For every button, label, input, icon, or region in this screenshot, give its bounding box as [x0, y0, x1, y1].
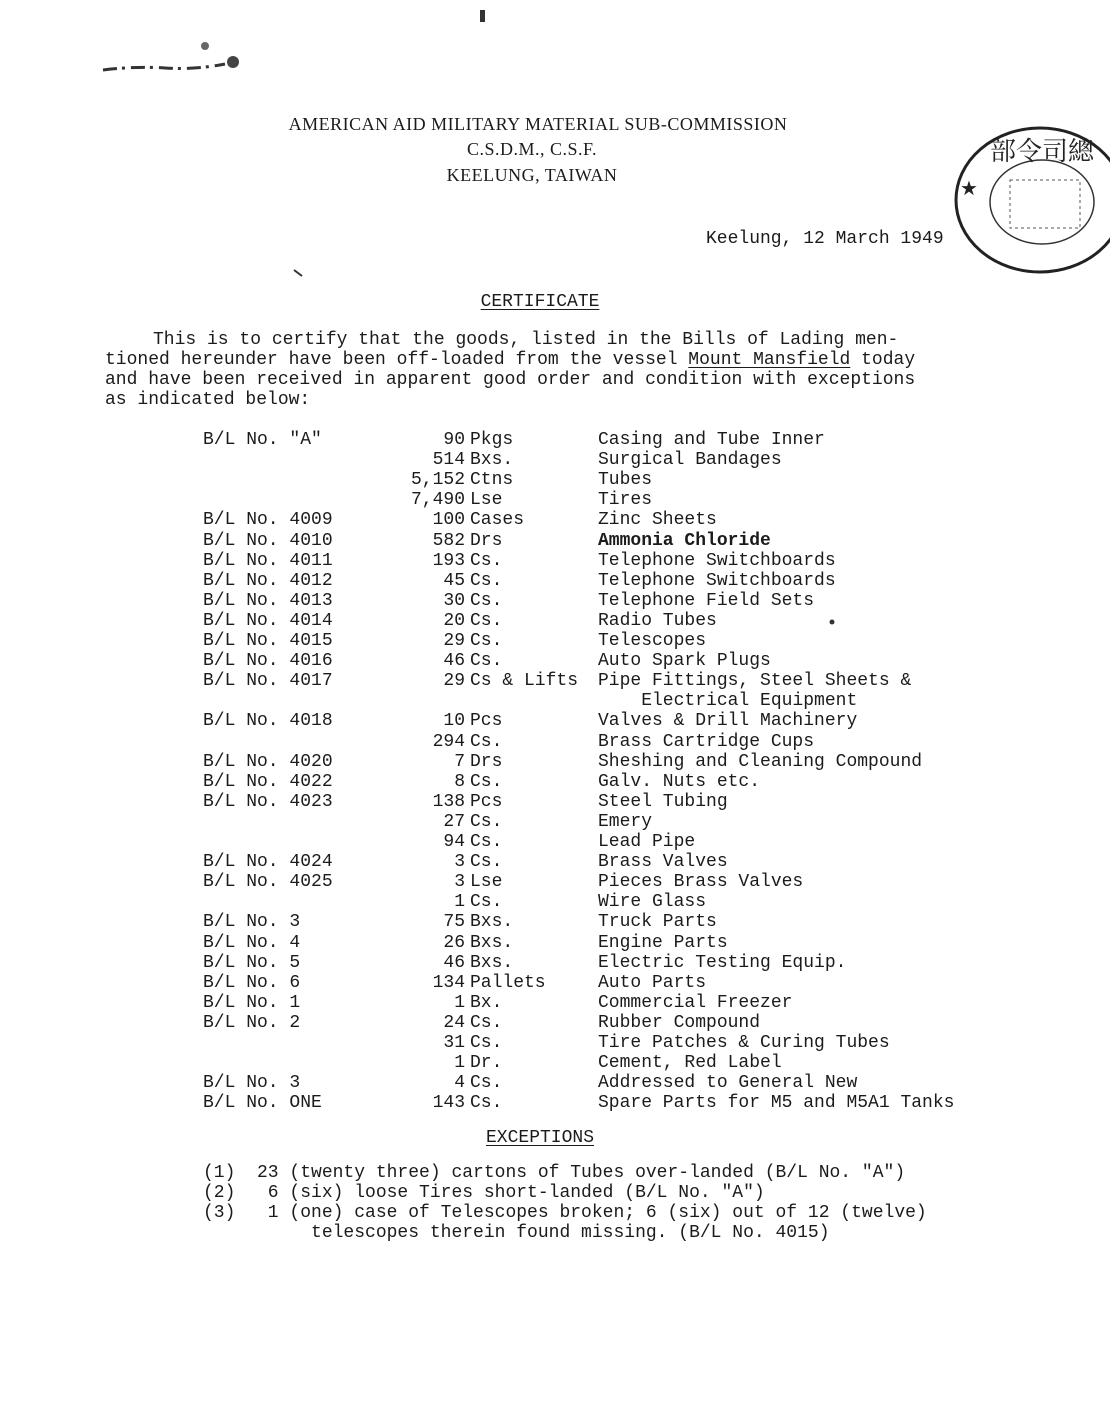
quantity: 100 [432, 510, 465, 531]
quantity: 1 [454, 1053, 465, 1074]
description: Wire Glass [598, 892, 707, 913]
unit: Pcs [470, 791, 503, 812]
description: Auto Parts [598, 972, 707, 993]
bill-of-lading-row [0, 571, 1080, 591]
description: Radio Tubes [598, 610, 717, 631]
description: Truck Parts [598, 912, 717, 933]
bill-of-lading-row [0, 812, 1080, 832]
unit: Pcs [470, 711, 503, 732]
description: Spare Parts for M5 and M5A1 Tanks [598, 1093, 955, 1114]
quantity: 45 [443, 570, 465, 591]
bill-of-lading-row [0, 1073, 1080, 1093]
unit: Ctns [470, 470, 514, 491]
quantity: 8 [454, 771, 465, 792]
quantity: 138 [432, 791, 465, 812]
bill-of-lading-row [0, 912, 1080, 932]
quantity: 29 [443, 671, 465, 692]
quantity: 143 [432, 1093, 465, 1114]
bl-number: B/L No. 4 [203, 932, 301, 953]
unit: Cs. [470, 570, 503, 591]
unit: Cs. [470, 631, 503, 651]
quantity: 582 [432, 530, 465, 551]
quantity: 46 [443, 952, 465, 973]
description: Tires [598, 490, 653, 511]
header-agencies: C.S.D.M., C.S.F. [466, 139, 598, 159]
bl-number: B/L No. 4016 [203, 651, 333, 672]
quantity: 7,490 [410, 490, 465, 511]
bill-of-lading-row [0, 671, 1080, 691]
quantity: 7 [454, 751, 465, 772]
unit: Cs. [470, 1093, 503, 1114]
bill-of-lading-row [0, 470, 1080, 490]
bill-of-lading-row [0, 973, 1080, 993]
exceptions-heading-text: EXCEPTIONS [485, 1128, 595, 1148]
intro-line-1: This is to certify that the goods, listed in the Bills of Lading men- [153, 330, 899, 350]
description: Sheshing and Cleaning Compound [598, 751, 923, 772]
unit: Cs. [470, 852, 503, 873]
description: Pipe Fittings, Steel Sheets & [598, 671, 912, 692]
unit: Cs. [470, 771, 503, 792]
bill-of-lading-row [0, 591, 1080, 611]
unit: Drs [470, 751, 503, 772]
quantity: 514 [432, 450, 465, 471]
description: Casing and Tube Inner [598, 430, 825, 450]
description: Galv. Nuts etc. [598, 771, 761, 792]
bl-number: B/L No. 3 [203, 912, 301, 933]
unit: Cs. [470, 1033, 503, 1053]
quantity: 94 [443, 832, 465, 852]
unit: Cs. [470, 811, 503, 832]
unit: Cs. [470, 590, 503, 611]
quantity: 10 [443, 711, 465, 732]
quantity: 24 [443, 1012, 465, 1033]
bill-of-lading-row [0, 450, 1080, 470]
unit: Cases [470, 510, 525, 531]
punch-mark [478, 8, 488, 26]
description: Engine Parts [598, 932, 728, 953]
bill-of-lading-row [0, 1093, 1080, 1113]
bl-number: B/L No. 3 [203, 1073, 301, 1094]
unit: Cs. [470, 1012, 503, 1033]
unit: Bxs. [470, 912, 514, 933]
unit: Dr. [470, 1053, 503, 1074]
quantity: 1 [454, 992, 465, 1013]
bl-number: B/L No. 4010 [203, 530, 333, 551]
document-title-text: CERTIFICATE [480, 292, 600, 312]
unit: Bx. [470, 992, 503, 1013]
bl-number: B/L No. 4014 [203, 610, 333, 631]
description: Electric Testing Equip. [598, 952, 847, 973]
bl-number: B/L No. 4011 [203, 550, 333, 571]
bl-number: B/L No. 4023 [203, 791, 333, 812]
unit: Cs. [470, 610, 503, 631]
exception-item-3-cont: telescopes therein found missing. (B/L No. 4015) [203, 1223, 830, 1243]
bill-of-lading-row [0, 711, 1080, 731]
intro-line-2 [105, 350, 915, 370]
quantity: 46 [443, 651, 465, 672]
quantity: 4 [454, 1073, 465, 1094]
bill-of-lading-row [0, 531, 1080, 551]
description: Emery [598, 811, 653, 832]
bill-of-lading-row [0, 792, 1080, 812]
document-title [0, 292, 1080, 312]
exceptions-heading [0, 1128, 1080, 1148]
description: Telephone Switchboards [598, 570, 836, 591]
description: Commercial Freezer [598, 992, 793, 1013]
exception-item-1: (1) 23 (twenty three) cartons of Tubes over-landed (B/L No. "A") [203, 1163, 906, 1183]
description: Electrical Equipment [598, 691, 858, 712]
description: Valves & Drill Machinery [598, 711, 858, 732]
bl-number: B/L No. 4009 [203, 510, 333, 531]
intro-line-4: as indicated below: [105, 390, 311, 410]
bl-number: B/L No. 4015 [203, 631, 333, 651]
bill-of-lading-row [0, 892, 1080, 912]
bill-of-lading-row [0, 752, 1080, 772]
bill-of-lading-row [0, 933, 1080, 953]
bill-of-lading-row [0, 772, 1080, 792]
quantity: 3 [454, 852, 465, 873]
quantity: 30 [443, 590, 465, 611]
bill-of-lading-row [0, 510, 1080, 530]
intro-line-3: and have been received in apparent good order and condition with exceptions [105, 370, 916, 390]
bl-number: B/L No. 1 [203, 992, 301, 1013]
bl-number: B/L No. 4012 [203, 570, 333, 591]
header-organization: AMERICAN AID MILITARY MATERIAL SUB-COMMISSION [288, 114, 788, 134]
quantity: 20 [443, 610, 465, 631]
description: Rubber Compound [598, 1012, 761, 1033]
date-line: Keelung, 12 March 1949 [706, 229, 944, 249]
unit: Bxs. [470, 952, 514, 973]
stray-dot [828, 618, 836, 626]
description: Lead Pipe [598, 832, 696, 852]
svg-text:★: ★ [960, 176, 978, 200]
unit: Drs [470, 530, 503, 551]
bill-of-lading-row [0, 651, 1080, 671]
unit: Cs. [470, 651, 503, 672]
vessel-name: Mount Mansfield [688, 350, 851, 370]
bl-number: B/L No. 4022 [203, 771, 333, 792]
bill-of-lading-row [0, 611, 1080, 631]
description: Brass Cartridge Cups [598, 731, 815, 752]
bl-number: B/L No. 6 [203, 972, 301, 993]
unit: Cs. [470, 892, 503, 913]
bill-of-lading-row [0, 1013, 1080, 1033]
official-seal-stamp [950, 120, 1110, 290]
quantity: 27 [443, 811, 465, 832]
stamp-text: 部令司總 [990, 137, 1095, 167]
quantity: 75 [443, 912, 465, 933]
bill-of-lading-row [0, 832, 1080, 852]
description: Tire Patches & Curing Tubes [598, 1033, 890, 1053]
bill-of-lading-row [0, 551, 1080, 571]
bill-of-lading-row [0, 1053, 1080, 1073]
description: Addressed to General New [598, 1073, 858, 1094]
exception-item-2: (2) 6 (six) loose Tires short-landed (B/L No. "A") [203, 1183, 765, 1203]
quantity: 193 [432, 550, 465, 571]
description: Brass Valves [598, 852, 728, 873]
description: Surgical Bandages [598, 450, 782, 471]
bl-number: B/L No. ONE [203, 1093, 322, 1114]
bl-number: B/L No. 4018 [203, 711, 333, 732]
bl-number: B/L No. 2 [203, 1012, 301, 1033]
description: Ammonia Chloride [598, 530, 771, 551]
unit: Lse [470, 872, 503, 893]
bl-number: B/L No. "A" [203, 430, 322, 450]
bill-of-lading-row [0, 1033, 1080, 1053]
bill-of-lading-row [0, 872, 1080, 892]
unit: Cs. [470, 731, 503, 752]
bill-of-lading-row [0, 430, 1080, 450]
description: Telephone Switchboards [598, 550, 836, 571]
intro-paragraph [105, 330, 916, 410]
unit: Cs. [470, 832, 503, 852]
bl-number: B/L No. 4013 [203, 590, 333, 611]
unit: Cs. [470, 550, 503, 571]
bl-number: B/L No. 4017 [203, 671, 333, 692]
description: Telephone Field Sets [598, 590, 815, 611]
bl-number: B/L No. 4024 [203, 852, 333, 873]
unit: Cs & Lifts [470, 671, 579, 692]
description: Auto Spark Plugs [598, 651, 771, 672]
description: Pieces Brass Valves [598, 872, 804, 893]
exceptions-list [203, 1163, 927, 1243]
unit: Cs. [470, 1073, 503, 1094]
description: Tubes [598, 470, 653, 491]
quantity: 26 [443, 932, 465, 953]
quantity: 90 [443, 430, 465, 450]
intro-line-2-end: today [850, 350, 916, 370]
ink-smudge-marks [95, 40, 245, 90]
bill-of-lading-row [0, 852, 1080, 872]
quantity: 5,152 [410, 470, 465, 491]
bl-number: B/L No. 4025 [203, 872, 333, 893]
unit: Bxs. [470, 932, 514, 953]
quantity: 31 [443, 1033, 465, 1053]
description: Telescopes [598, 631, 707, 651]
description: Steel Tubing [598, 791, 728, 812]
bill-of-lading-row [0, 953, 1080, 973]
stray-mark [292, 268, 304, 280]
bill-of-lading-row [0, 691, 1080, 711]
unit: Bxs. [470, 450, 514, 471]
bill-of-lading-row [0, 490, 1080, 510]
bill-of-lading-row [0, 732, 1080, 752]
unit: Pallets [470, 972, 546, 993]
bill-of-lading-row [0, 631, 1080, 651]
quantity: 1 [454, 892, 465, 913]
header-location: KEELUNG, TAIWAN [446, 165, 618, 185]
unit: Pkgs [470, 430, 514, 450]
quantity: 29 [443, 631, 465, 651]
description: Zinc Sheets [598, 510, 717, 531]
quantity: 294 [432, 731, 465, 752]
bl-number: B/L No. 5 [203, 952, 301, 973]
bill-of-lading-row [0, 993, 1080, 1013]
intro-line-2-start: tioned hereunder have been off-loaded from the vessel [105, 350, 689, 370]
unit: Lse [470, 490, 503, 511]
quantity: 3 [454, 872, 465, 893]
quantity: 134 [432, 972, 465, 993]
description: Cement, Red Label [598, 1053, 782, 1074]
exception-item-3: (3) 1 (one) case of Telescopes broken; 6 (six) out of 12 (twelve) [203, 1203, 927, 1223]
bl-number: B/L No. 4020 [203, 751, 333, 772]
